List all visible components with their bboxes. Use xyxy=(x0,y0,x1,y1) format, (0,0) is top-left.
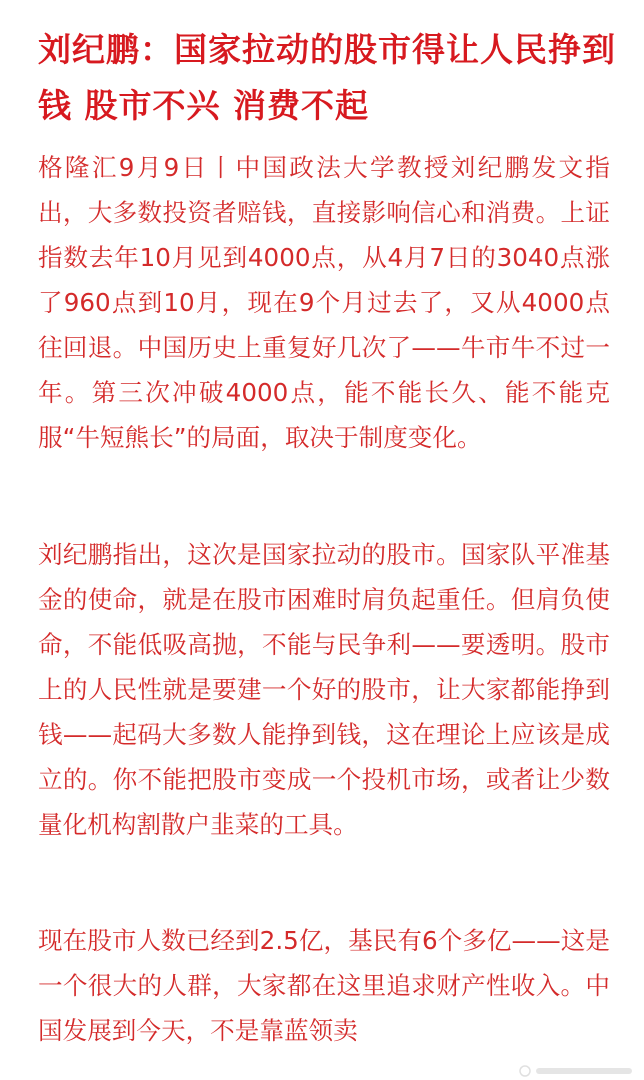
article-title: 刘纪鹏：国家拉动的股市得让人民挣到钱 股市不兴 消费不起 xyxy=(38,30,616,125)
watermark-icon xyxy=(518,1064,638,1078)
article-paragraph-2: 刘纪鹏指出，这次是国家拉动的股市。国家队平准基金的使命，就是在股市困难时肩负起重任。但肩负使命，不能低吸高抛，不能与民争利——要透明。股市上的人民性就是要建一个好的股市，让大家都能挣到钱——起码大多数人能挣到钱，这在理论上应该是成立的。你不能把股市变成一个投机市场，或者让少数量化机构割散户韭菜的工具。 xyxy=(38,540,610,839)
article-paragraph-3: 现在股市人数已经到2.5亿，基民有6个多亿——这是一个很大的人群，大家都在这里追求财产性收入。中国发展到今天，不是靠蓝领卖 xyxy=(38,926,610,1045)
article-paragraph-1: 格隆汇9月9日丨中国政法大学教授刘纪鹏发文指出，大多数投资者赔钱，直接影响信心和消费。上证指数去年10月见到4000点，从4月7日的3040点涨了960点到10月，现在9个月过去了，又从4000点往回退。中国历史上重复好几次了——牛市牛不过一年。第三次冲破4000点，能不能长久、能不能克服“牛短熊长”的局面，取决于制度变化。 xyxy=(38,153,610,452)
